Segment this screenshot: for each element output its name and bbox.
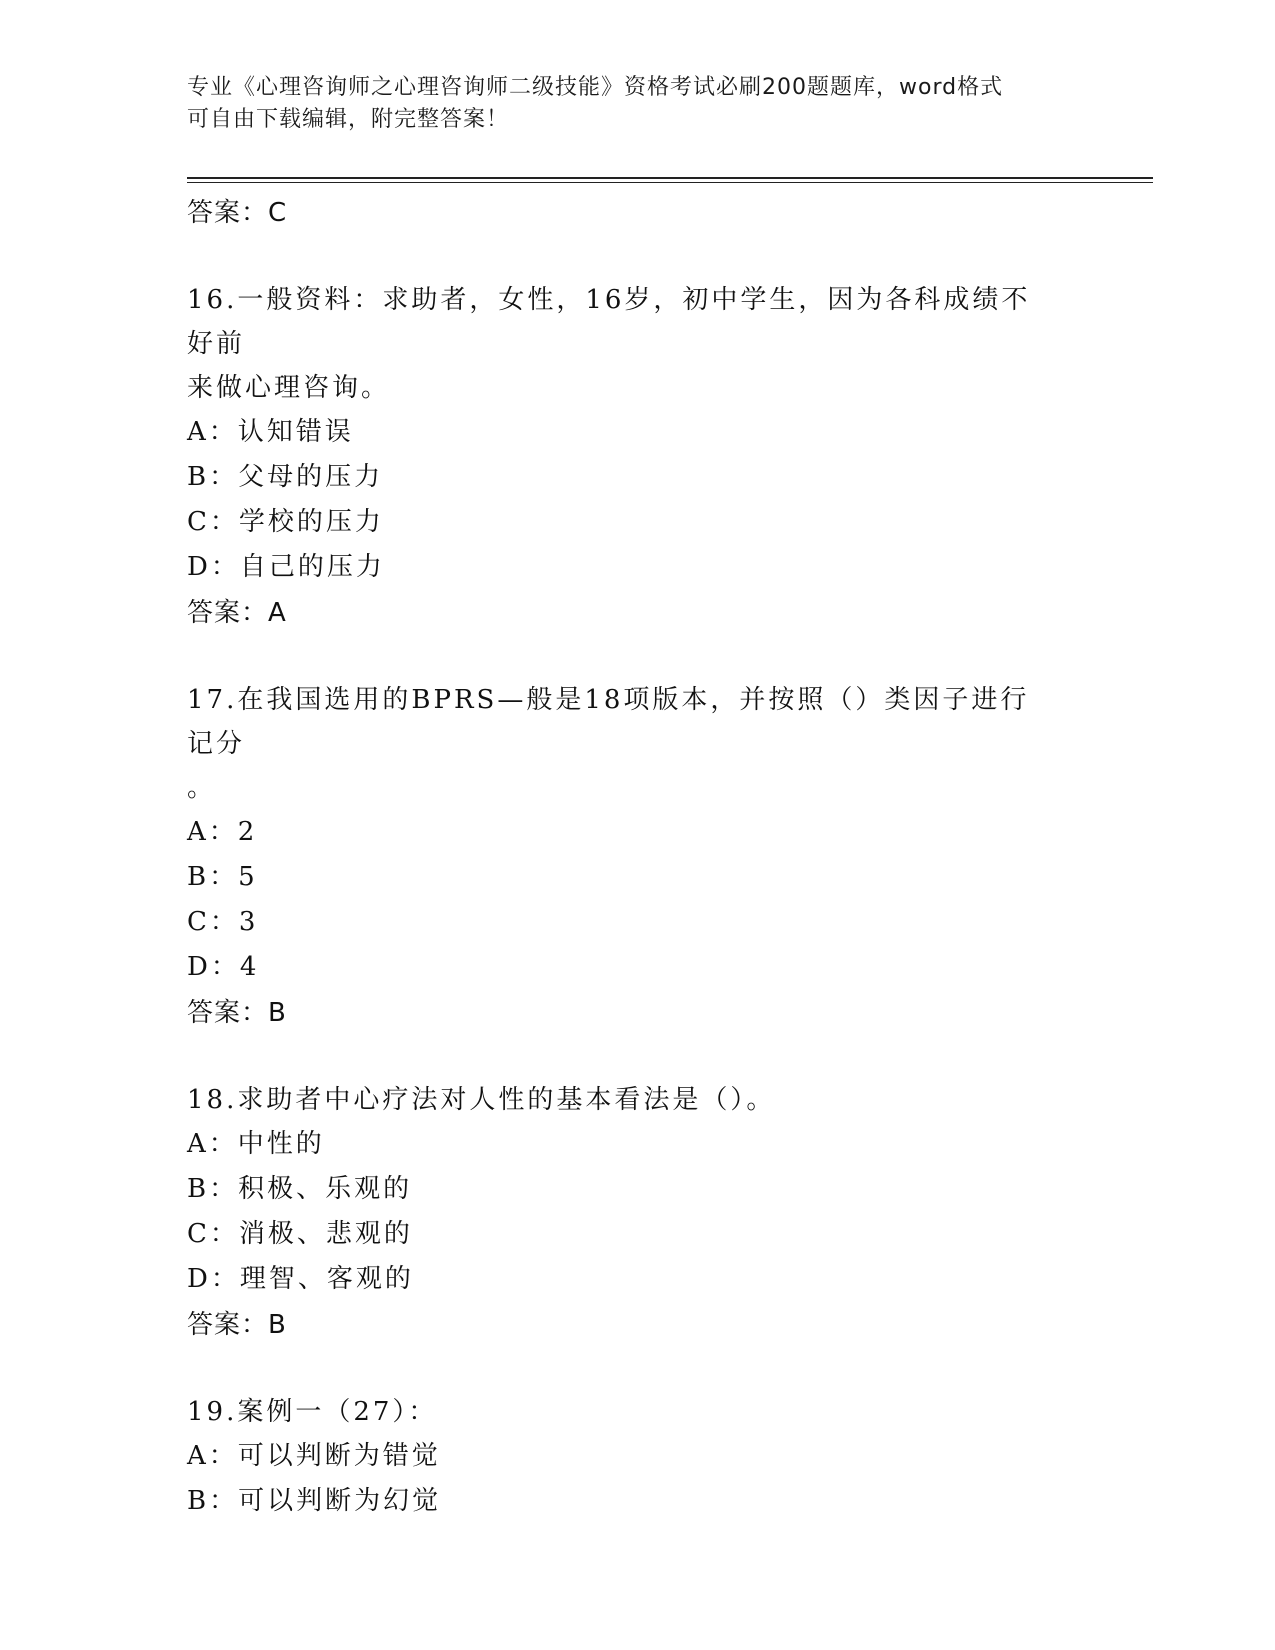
- option-a: A：认知错误: [187, 417, 354, 447]
- question-stem: [187, 1390, 1057, 1434]
- option-a: A：中性的: [187, 1129, 325, 1159]
- option-c: C：学校的压力: [187, 507, 384, 537]
- question-answer: 答案：B: [187, 1310, 287, 1340]
- question-stem-line: 16.一般资料：求助者，女性，16岁，初中学生，因为各科成绩不好前: [187, 285, 1031, 359]
- question-stem-line: 19.案例一（27）：: [187, 1397, 438, 1427]
- option-b: B：父母的压力: [187, 462, 384, 492]
- question-17: [187, 678, 1087, 1036]
- previous-question-answer: 答案：C: [187, 198, 288, 228]
- question-list: [187, 190, 1087, 1524]
- header-title-line-2: 可自由下载编辑，附完整答案！: [187, 107, 510, 132]
- question-stem-line: 来做心理咨询。: [187, 373, 391, 403]
- question-answer: 答案：B: [187, 998, 287, 1028]
- option-b: B：5: [187, 862, 258, 892]
- question-stem-line: 18.求助者中心疗法对人性的基本看法是（）。: [187, 1085, 776, 1115]
- document-header: [187, 72, 1087, 136]
- option-d: D：自己的压力: [187, 552, 385, 582]
- option-b: B：可以判断为幻觉: [187, 1486, 442, 1516]
- option-c: C：消极、悲观的: [187, 1219, 413, 1249]
- option-c: C：3: [187, 907, 259, 937]
- header-title-line-1: 专业《心理咨询师之心理咨询师二级技能》资格考试必刷200题题库，word格式: [187, 75, 1004, 100]
- question-stem-line: 17.在我国选用的BPRS—般是18项版本，并按照（）类因子进行记分: [187, 685, 1030, 759]
- question-stem: [187, 1078, 1057, 1122]
- question-stem-line: 。: [187, 773, 217, 803]
- option-a: A：可以判断为错觉: [187, 1441, 441, 1471]
- question-18: [187, 1078, 1087, 1348]
- question-stem: [187, 678, 1057, 810]
- option-a: A：2: [187, 817, 258, 847]
- question-answer: 答案：A: [187, 598, 287, 628]
- header-divider-thin: [187, 182, 1153, 183]
- option-d: D：理智、客观的: [187, 1264, 414, 1294]
- option-d: D：4: [187, 952, 260, 982]
- question-16: [187, 278, 1087, 636]
- header-divider-thick: [187, 177, 1153, 179]
- question-19: [187, 1390, 1087, 1524]
- option-b: B：积极、乐观的: [187, 1174, 413, 1204]
- question-stem: [187, 278, 1057, 410]
